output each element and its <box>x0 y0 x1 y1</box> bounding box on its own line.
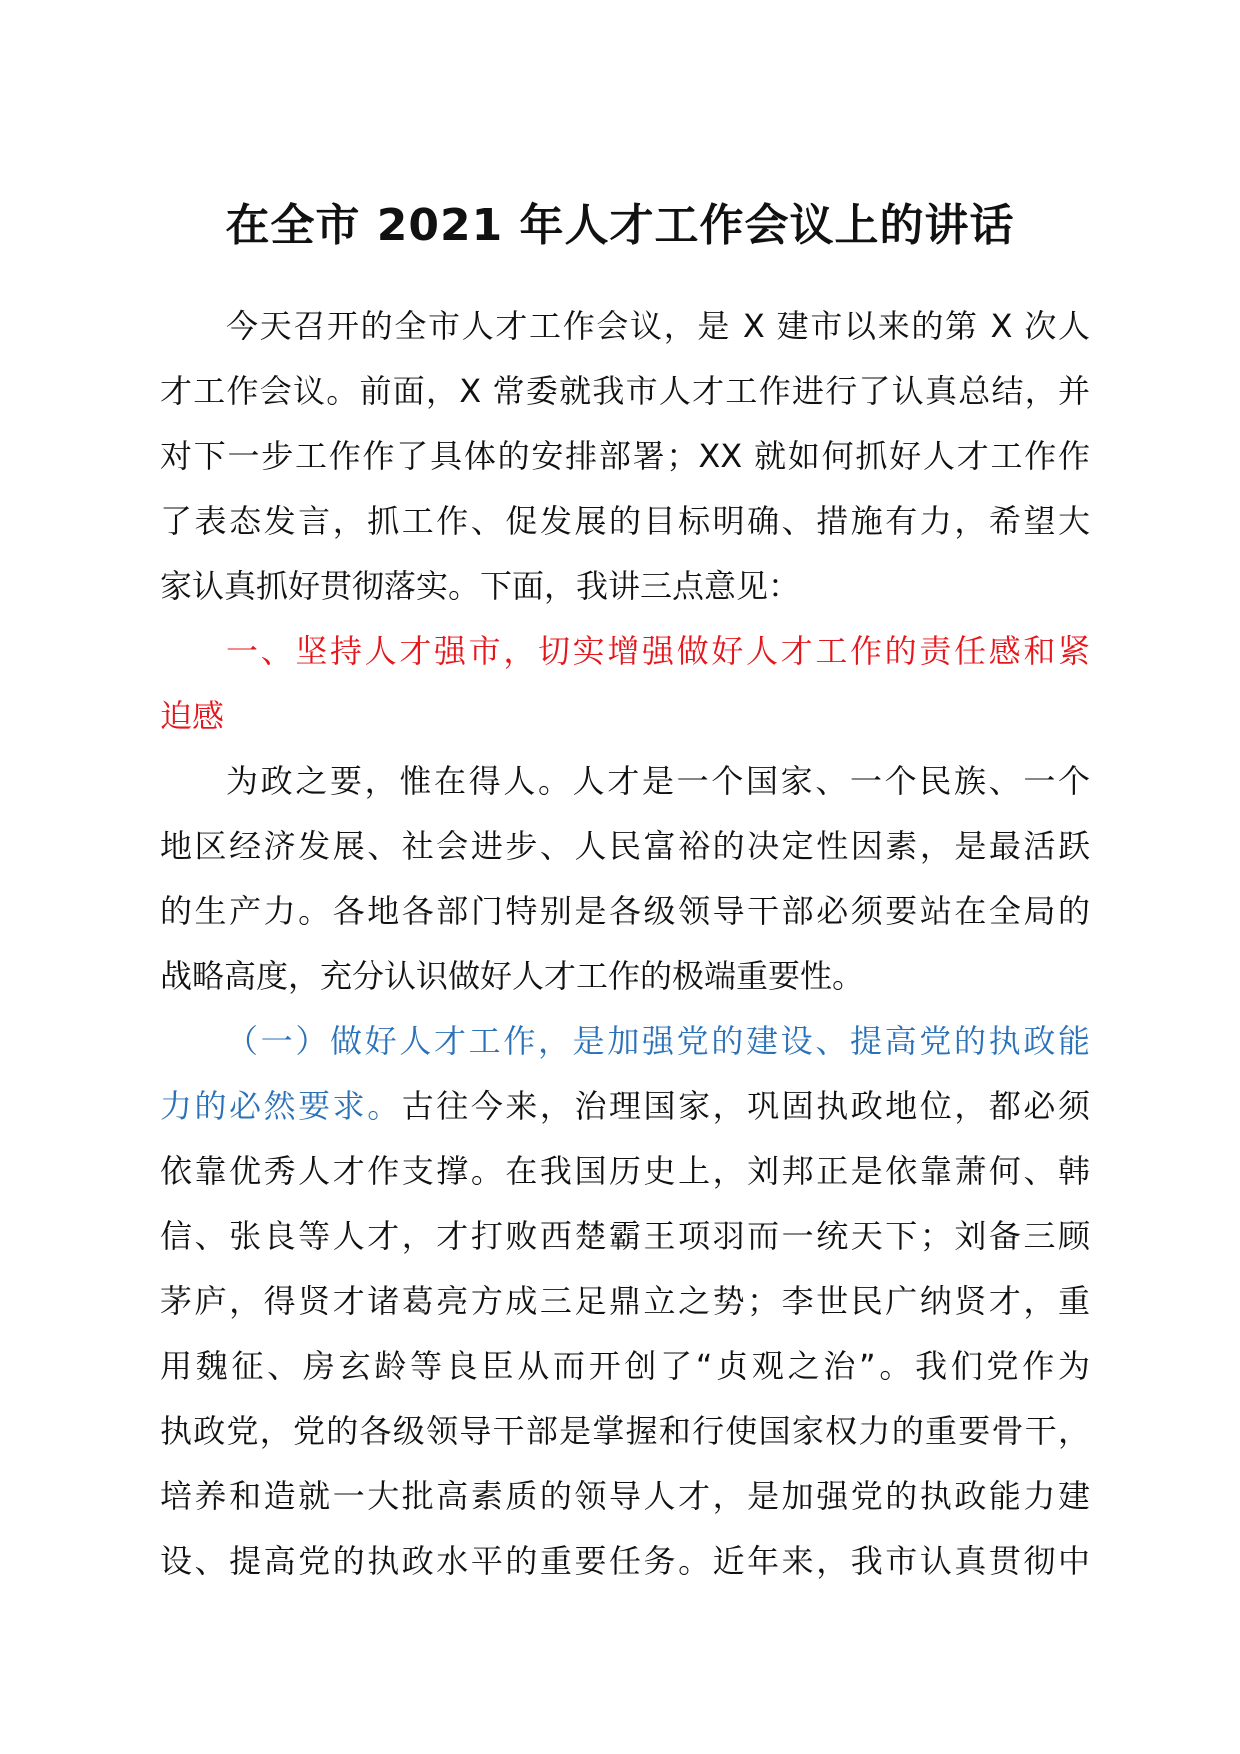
subheading-1-ending: 力的必然要求。 <box>160 1087 402 1125</box>
section-heading-1-line: 迫感 <box>160 697 225 735</box>
paragraph-3-line: 用魏征、房玄龄等良臣从而开创了“贞观之治”。我们党作为 <box>160 1347 1090 1385</box>
paragraph-2-line: 的生产力。各地各部门特别是各级领导干部必须要站在全局的 <box>160 892 1090 930</box>
paragraph-3-line: 信、张良等人才，才打败西楚霸王项羽而一统天下；刘备三顾 <box>160 1217 1090 1255</box>
paragraph-1-line: 今天召开的全市人才工作会议，是 X 建市以来的第 X 次人 <box>226 307 1090 345</box>
paragraph-3-line: 依靠优秀人才作支撑。在我国历史上，刘邦正是依靠萧何、韩 <box>160 1152 1090 1190</box>
paragraph-3-line: 茅庐，得贤才诸葛亮方成三足鼎立之势；李世民广纳贤才，重 <box>160 1282 1090 1320</box>
paragraph-3-line: 培养和造就一大批高素质的领导人才，是加强党的执政能力建 <box>160 1477 1090 1515</box>
paragraph-2-line: 地区经济发展、社会进步、人民富裕的决定性因素，是最活跃 <box>160 827 1090 865</box>
paragraph-3-line: 设、提高党的执政水平的重要任务。近年来，我市认真贯彻中 <box>160 1542 1090 1580</box>
paragraph-1-line: 才工作会议。前面，X 常委就我市人才工作进行了认真总结，并 <box>160 372 1090 410</box>
paragraph-2-line: 为政之要，惟在得人。人才是一个国家、一个民族、一个 <box>226 762 1090 800</box>
paragraph-1-line: 了表态发言，抓工作、促发展的目标明确、措施有力，希望大 <box>160 502 1090 540</box>
paragraph-3-line: 执政党，党的各级领导干部是掌握和行使国家权力的重要骨干， <box>160 1412 1090 1450</box>
paragraph-3-text: 古往今来，治理国家，巩固执政地位，都必须 <box>401 1087 1090 1125</box>
document-title: 在全市 2021 年人才工作会议上的讲话 <box>225 200 1015 251</box>
paragraph-3-line <box>160 1074 1090 1139</box>
paragraph-2-line: 战略高度，充分认识做好人才工作的极端重要性。 <box>160 957 865 995</box>
document-body <box>160 294 1090 1594</box>
section-heading-1-line: 一、坚持人才强市，切实增强做好人才工作的责任感和紧 <box>226 632 1090 670</box>
subheading-1-line: （一）做好人才工作，是加强党的建设、提高党的执政能 <box>226 1022 1090 1060</box>
paragraph-1-line: 对下一步工作作了具体的安排部署；XX 就如何抓好人才工作作 <box>160 437 1090 475</box>
paragraph-1-line: 家认真抓好贯彻落实。下面，我讲三点意见： <box>160 567 801 605</box>
